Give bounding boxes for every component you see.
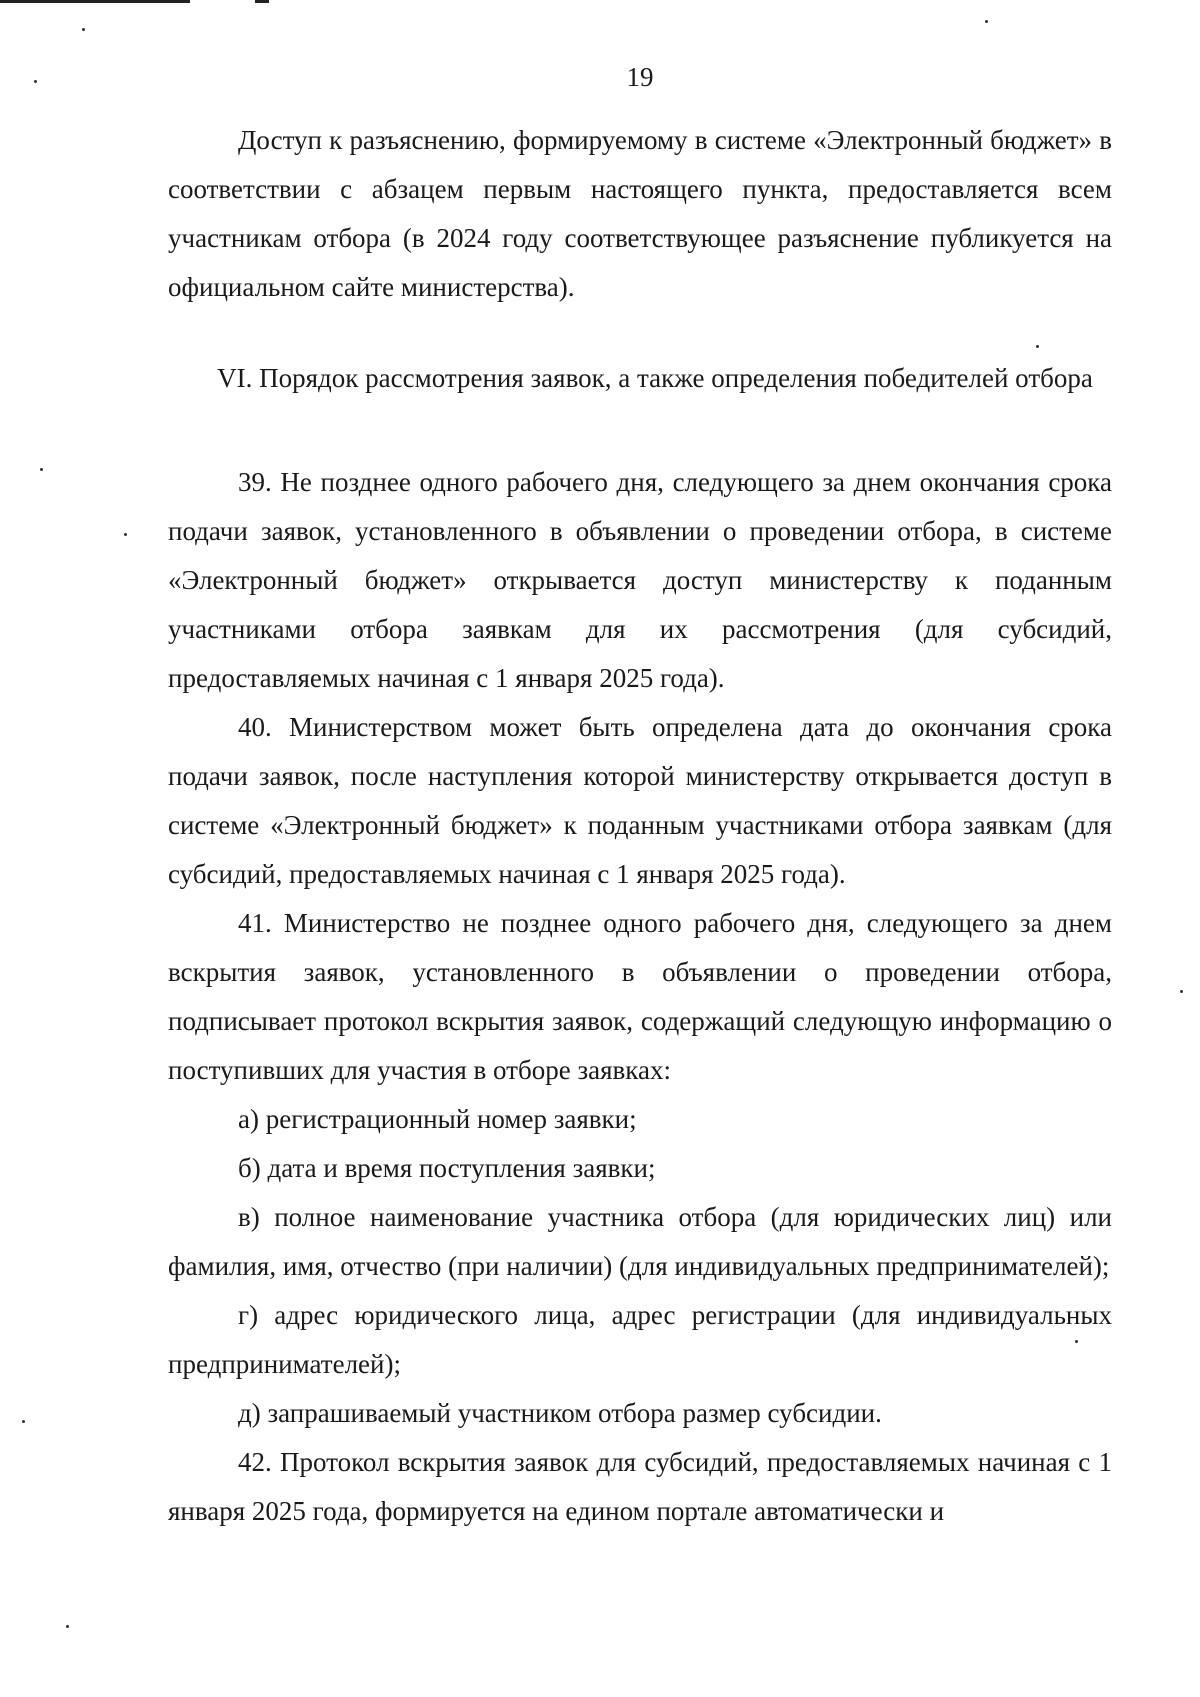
scan-speck — [985, 20, 988, 23]
paragraph-42: 42. Протокол вскрытия заявок для субсидий, предоставляемых начиная с 1 января 2025 года, формируется на едином портале автоматически и — [168, 1447, 1112, 1526]
page-number: 19 — [626, 62, 654, 92]
list-item-b: б) дата и время поступления заявки; — [238, 1153, 656, 1183]
section-heading: VI. Порядок рассмотрения заявок, а также определения победителей отбора — [217, 363, 1093, 393]
scan-speck — [124, 533, 127, 536]
paragraph-39: 39. Не позднее одного рабочего дня, следующего за днем окончания срока подачи заявок, установленного в объявлении о проведении отбора, в системе «Электронный бюджет» открывается доступ министерству к поданным участниками отбора заявкам для их рассмотрения (для субсидий, предоставляемых начиная с 1 января 2025 года). — [168, 467, 1112, 693]
list-item-d: д) запрашиваемый участником отбора размер субсидии. — [238, 1398, 882, 1428]
document-body — [168, 116, 1112, 1536]
list-item-a: а) регистрационный номер заявки; — [238, 1104, 637, 1134]
paragraph-40: 40. Министерством может быть определена дата до окончания срока подачи заявок, после наступления которой министерству открывается доступ в системе «Электронный бюджет» к поданным участниками отбора заявкам (для субсидий, предоставляемых начиная с 1 января 2025 года). — [168, 712, 1112, 889]
paragraph-intro: Доступ к разъяснению, формируемому в системе «Электронный бюджет» в соответствии с абзацем первым настоящего пункта, предоставляется всем участникам отбора (в 2024 году соответствующее разъяснение публикуется на официальном сайте министерства). — [168, 125, 1112, 302]
list-item-g: г) адрес юридического лица, адрес регистрации (для индивидуальных предпринимателей); — [168, 1300, 1112, 1379]
scan-edge-tick — [255, 0, 269, 3]
scan-speck — [40, 468, 43, 471]
scan-speck — [66, 1625, 69, 1628]
scan-edge-line — [0, 0, 190, 3]
list-item-v: в) полное наименование участника отбора (для юридических лиц) или фамилия, имя, отчество (при наличии) (для индивидуальных предпринимателей); — [168, 1202, 1112, 1281]
scan-speck — [1180, 990, 1183, 993]
scan-speck — [82, 28, 85, 31]
paragraph-41: 41. Министерство не позднее одного рабочего дня, следующего за днем вскрытия заявок, установленного в объявлении о проведении отбора, подписывает протокол вскрытия заявок, содержащий следующую информацию о поступивших для участия в отборе заявках: — [168, 908, 1112, 1085]
scan-speck — [22, 1420, 25, 1423]
